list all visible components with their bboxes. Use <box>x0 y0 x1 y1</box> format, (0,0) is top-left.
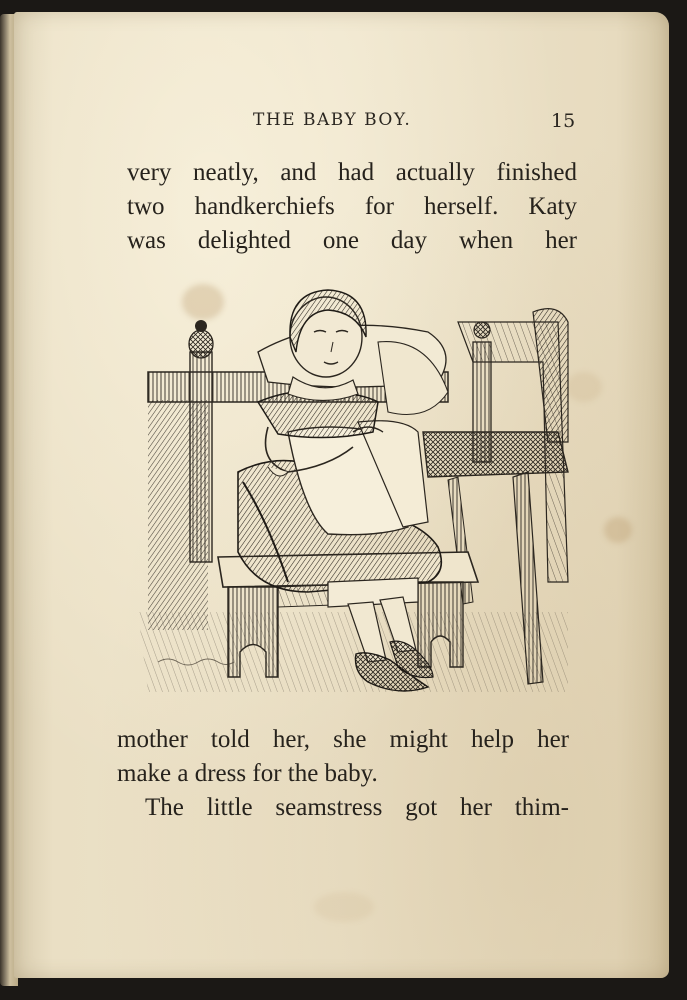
text-line: The little seamstress got her thim- <box>145 794 569 821</box>
text-line: mother told her, she might help her <box>117 726 569 753</box>
running-head <box>14 110 669 140</box>
book-page <box>14 12 669 978</box>
text-line: make a dress for the baby. <box>117 760 378 787</box>
foxing-stain <box>314 892 374 922</box>
engraving-illustration <box>128 282 578 702</box>
text-line: was delighted one day when her <box>127 227 577 254</box>
foxing-stain <box>604 517 632 543</box>
body-text-top <box>127 156 577 258</box>
page-number: 15 <box>551 110 576 132</box>
running-title: THE BABY BOY. <box>253 110 412 130</box>
body-text-bottom <box>117 723 569 825</box>
girl-sewing-engraving <box>128 282 578 702</box>
text-line: two handkerchiefs for herself. Katy <box>127 193 577 220</box>
text-line: very neatly, and had actually finished <box>127 159 577 186</box>
